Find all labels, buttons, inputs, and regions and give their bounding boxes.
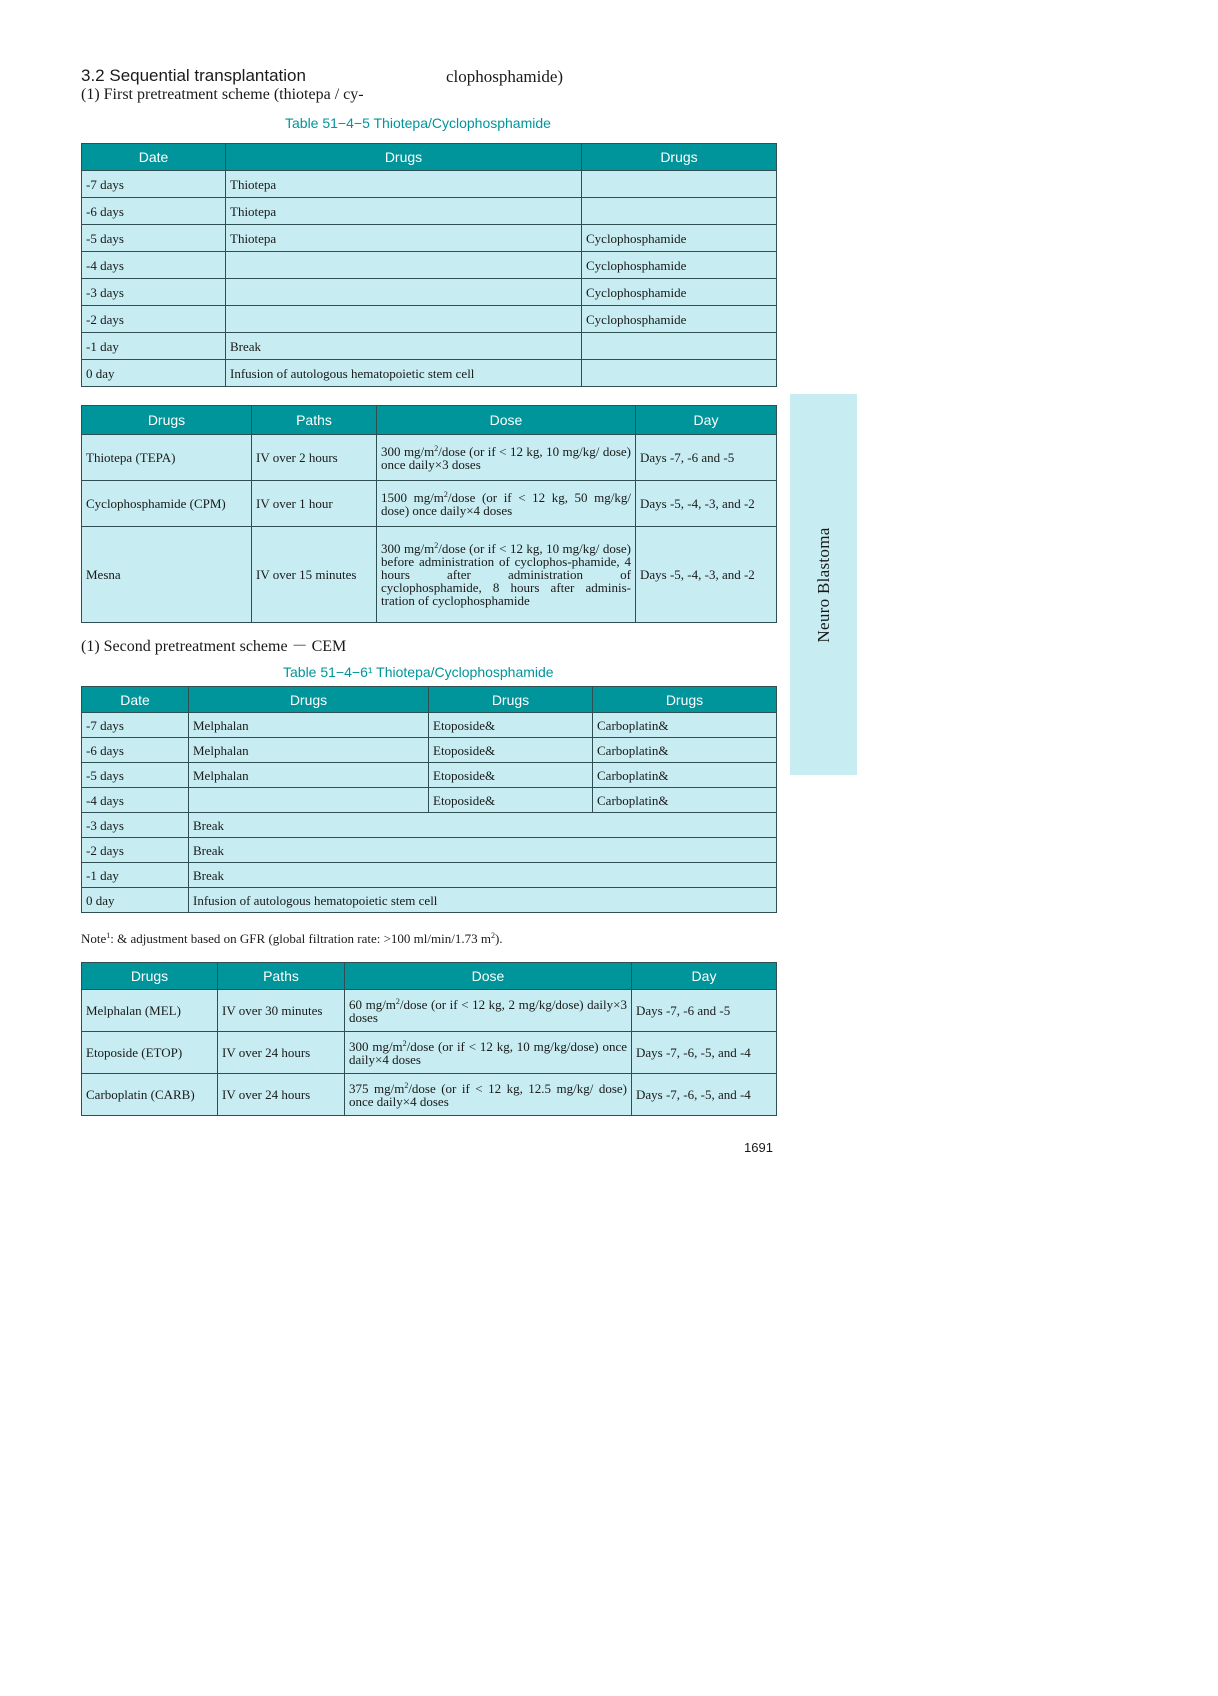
table-row (82, 252, 777, 279)
table-header-row (82, 406, 777, 435)
header-cell: Date (82, 144, 226, 171)
table-header-row (82, 687, 777, 713)
table-row (82, 279, 777, 306)
drug-cell (582, 171, 777, 198)
drug-cell (226, 306, 582, 333)
drug-cell: Break (226, 333, 582, 360)
table-row (82, 990, 777, 1032)
header-cell: Drugs (429, 687, 593, 713)
table-row (82, 198, 777, 225)
header-cell: Dose (377, 406, 636, 435)
header-cell: Drugs (226, 144, 582, 171)
chapter-side-tab (790, 394, 857, 775)
drug-cell: Infusion of autologous hematopoietic stem cell (226, 360, 582, 387)
header-cell: Date (82, 687, 189, 713)
drug-cell: Carboplatin& (593, 738, 777, 763)
table-row (82, 306, 777, 333)
date-cell: -7 days (82, 713, 189, 738)
table-row (82, 171, 777, 198)
drug-cell: Etoposide& (429, 738, 593, 763)
day-cell: Days -7, -6 and -5 (632, 990, 777, 1032)
drug-cell: Thiotepa (TEPA) (82, 435, 252, 481)
drug-cell: Melphalan (189, 763, 429, 788)
drug-cell (226, 252, 582, 279)
drug-cell: Carboplatin (CARB) (82, 1074, 218, 1116)
subheading-second-scheme: (1) Second pretreatment scheme － CEM (81, 638, 347, 655)
table-row (82, 1074, 777, 1116)
dose-cell: 1500 $mg/m^2$/dose (or if < 12 kg, 50 mg/kg/ dose) once daily×4 doses (377, 481, 636, 527)
path-cell: IV over 2 hours (252, 435, 377, 481)
dose-cell: 300 $mg/m^2$/dose (or if < 12 kg, 10 mg/kg/dose) once daily×4 doses (345, 1032, 632, 1074)
section-heading: 3.2 Sequential transplantation (81, 66, 306, 85)
drug-cell: Melphalan (MEL) (82, 990, 218, 1032)
drug-cell: Thiotepa (226, 225, 582, 252)
date-cell: -4 days (82, 788, 189, 813)
table-row (82, 863, 777, 888)
header-cell: Drugs (82, 406, 252, 435)
drug-cell: Melphalan (189, 713, 429, 738)
dose-cell: 300 $mg/m^2$/dose (or if < 12 kg, 10 mg/kg/ dose) before administration of cyclophos-phamide, 4 hours after administration of cyclophosphamide, 8 hours after adminis-tration of cyclophosphamide (377, 527, 636, 623)
table-row (82, 1032, 777, 1074)
table-caption: Table 51−4−5 Thiotepa/Cyclophosphamide (285, 115, 551, 131)
header-cell: Drugs (189, 687, 429, 713)
table-row (82, 788, 777, 813)
day-cell: Days -7, -6, -5, and -4 (632, 1074, 777, 1116)
header-cell: Drugs (82, 963, 218, 990)
drug-cell: Mesna (82, 527, 252, 623)
table-header-row (82, 144, 777, 171)
table-row (82, 838, 777, 863)
drug-cell: Carboplatin& (593, 788, 777, 813)
drug-cell: Break (189, 813, 777, 838)
drug-cell: Etoposide& (429, 788, 593, 813)
table-row (82, 360, 777, 387)
drug-cell (582, 333, 777, 360)
path-cell: IV over 15 minutes (252, 527, 377, 623)
side-tab-label: Neuro Blastoma (813, 526, 833, 643)
dose-cell: 60 $mg/m^2$/dose (or if < 12 kg, 2 mg/kg/dose) daily×3 doses (345, 990, 632, 1032)
drug-cell: Etoposide (ETOP) (82, 1032, 218, 1074)
drug-cell: Etoposide& (429, 713, 593, 738)
path-cell: IV over 30 minutes (218, 990, 345, 1032)
header-cell: Drugs (593, 687, 777, 713)
footnote: Note$^1$: & adjustment based on GFR (global filtration rate: >100 ml/min/1.73 $m^2$). (81, 931, 503, 946)
path-cell: IV over 24 hours (218, 1074, 345, 1116)
page-number: 1691 (744, 1140, 773, 1155)
table-row (82, 888, 777, 913)
header-cell: Drugs (582, 144, 777, 171)
date-cell: -6 days (82, 738, 189, 763)
drug-cell (582, 198, 777, 225)
drug-cell: Thiotepa (226, 198, 582, 225)
drug-cell: Cyclophosphamide (582, 279, 777, 306)
schedule-table-2 (81, 686, 777, 913)
subheading-first-scheme: (1) First pretreatment scheme (thiotepa / cy- (81, 86, 364, 103)
dose-cell: 300 $mg/m^2$/dose (or if < 12 kg, 10 mg/kg/ dose) once daily×3 doses (377, 435, 636, 481)
date-cell: -2 days (82, 838, 189, 863)
table-row (82, 738, 777, 763)
drug-cell: Thiotepa (226, 171, 582, 198)
dosage-table-1 (81, 405, 777, 623)
header-cell: Dose (345, 963, 632, 990)
section-heading-continued: clophosphamide) (446, 67, 564, 86)
day-cell: Days -7, -6 and -5 (636, 435, 777, 481)
schedule-table-1 (81, 143, 777, 387)
header-cell: Paths (252, 406, 377, 435)
header-cell: Paths (218, 963, 345, 990)
day-cell: Days -5, -4, -3, and -2 (636, 527, 777, 623)
drug-cell: Break (189, 863, 777, 888)
dose-cell: 375 $mg/m^2$/dose (or if < 12 kg, 12.5 mg/kg/ dose) once daily×4 doses (345, 1074, 632, 1116)
table-row (82, 481, 777, 527)
drug-cell: Break (189, 838, 777, 863)
dosage-table-2 (81, 962, 777, 1116)
drug-cell: Cyclophosphamide (CPM) (82, 481, 252, 527)
date-cell: -6 days (82, 198, 226, 225)
table-row (82, 527, 777, 623)
date-cell: 0 day (82, 888, 189, 913)
drug-cell (582, 360, 777, 387)
drug-cell: Etoposide& (429, 763, 593, 788)
table-row (82, 225, 777, 252)
drug-cell: Cyclophosphamide (582, 225, 777, 252)
table-row (82, 713, 777, 738)
drug-cell: Cyclophosphamide (582, 306, 777, 333)
date-cell: -7 days (82, 171, 226, 198)
date-cell: -3 days (82, 813, 189, 838)
header-cell: Day (636, 406, 777, 435)
table-row (82, 813, 777, 838)
drug-cell (189, 788, 429, 813)
drug-cell: Cyclophosphamide (582, 252, 777, 279)
date-cell: 0 day (82, 360, 226, 387)
drug-cell (226, 279, 582, 306)
path-cell: IV over 24 hours (218, 1032, 345, 1074)
day-cell: Days -7, -6, -5, and -4 (632, 1032, 777, 1074)
day-cell: Days -5, -4, -3, and -2 (636, 481, 777, 527)
date-cell: -1 day (82, 863, 189, 888)
date-cell: -4 days (82, 252, 226, 279)
table-row (82, 435, 777, 481)
header-cell: Day (632, 963, 777, 990)
drug-cell: Melphalan (189, 738, 429, 763)
path-cell: IV over 1 hour (252, 481, 377, 527)
date-cell: -5 days (82, 225, 226, 252)
drug-cell: Carboplatin& (593, 763, 777, 788)
table-row (82, 333, 777, 360)
table-caption: Table 51−4−6¹ Thiotepa/Cyclophosphamide (283, 664, 554, 680)
table-row (82, 763, 777, 788)
date-cell: -5 days (82, 763, 189, 788)
date-cell: -3 days (82, 279, 226, 306)
date-cell: -1 day (82, 333, 226, 360)
table-header-row (82, 963, 777, 990)
date-cell: -2 days (82, 306, 226, 333)
drug-cell: Carboplatin& (593, 713, 777, 738)
drug-cell: Infusion of autologous hematopoietic stem cell (189, 888, 777, 913)
